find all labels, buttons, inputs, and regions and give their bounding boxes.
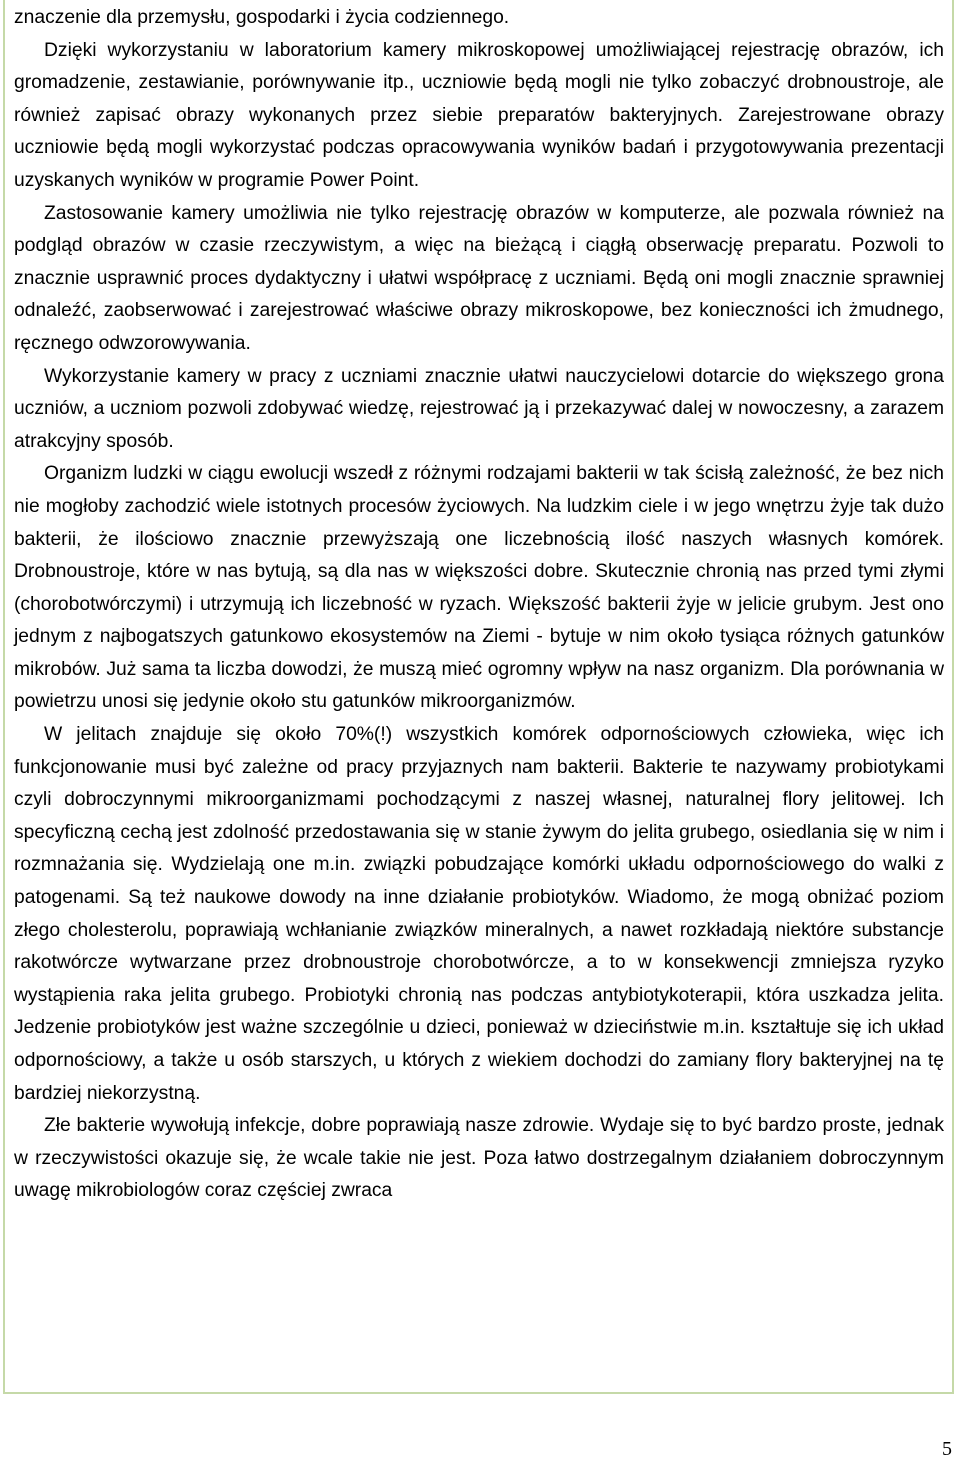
paragraph-3: Zastosowanie kamery umożliwia nie tylko rejestrację obrazów w komputerze, ale pozwala również na podgląd obrazów w czasie rzeczywistym, a więc na bieżącą i ciągłą obserwację preparatu. Pozwoli to znacznie usprawnić proces dydaktyczny i ułatwi współpracę z uczniami. Będą oni mogli znacznie sprawniej odnaleźć, zaobserwować i zarejestrować właściwe obrazy mikroskopowe, bez konieczności ich żmudnego, ręcznego odwzorowywania. (14, 202, 944, 354)
paragraph-1: znaczenie dla przemysłu, gospodarki i życia codziennego. (14, 7, 510, 28)
paragraph-2: Dzięki wykorzystaniu w laboratorium kamery mikroskopowej umożliwiającej rejestrację obrazów, ich gromadzenie, zestawianie, porównywanie itp., uczniowie będą mogli nie tylko zobaczyć drobnoustroje, ale również zapisać obrazy wykonanych przez siebie preparatów bakteryjnych. Zarejestrowane obrazy uczniowie będą mogli wykorzystać podczas opracowywania wyników badań i przygotowywania prezentacji uzyskanych wyników w programie Power Point. (14, 39, 944, 191)
page-number: 5 (942, 1438, 952, 1460)
paragraph-5: Organizm ludzki w ciągu ewolucji wszedł z różnymi rodzajami bakterii w tak ścisłą zależność, że bez nich nie mogłoby zachodzić wiele istotnych procesów życiowych. Na ludzkim ciele i w jego wnętrzu żyje tak dużo bakterii, że ilościowo znacznie przewyższają one liczebnością ilość naszych własnych komórek. Drobnoustroje, które w nas bytują, są dla nas w większości dobre. Skutecznie chronią nas przed tymi złymi (chorobotwórczymi) i utrzymują ich liczebność w ryzach. Większość bakterii żyje w jelicie grubym. Jest ono jednym z najbogatszych gatunkowo ekosystemów na Ziemi - bytuje w nim około tysiąca różnych gatunków mikrobów. Już sama ta liczba dowodzi, że muszą mieć ogromny wpływ na nasz organizm. Dla porównania w powietrzu unosi się jedynie około stu gatunków mikroorganizmów. (14, 463, 944, 713)
paragraph-4: Wykorzystanie kamery w pracy z uczniami znacznie ułatwi nauczycielowi dotarcie do większego grona uczniów, a uczniom pozwoli zdobywać wiedzę, rejestrować ją i przekazywać dalej w nowoczesny, a zarazem atrakcyjny sposób. (14, 365, 944, 452)
paragraph-6: W jelitach znajduje się około 70%(!) wszystkich komórek odpornościowych człowieka, więc ich funkcjonowanie musi być zależne od pracy przyjaznych nam bakterii. Bakterie te nazywamy probiotykami czyli dobroczynnymi mikroorganizmami pochodzącymi z naszej własnej, naturalnej flory jelitowej. Ich specyficzną cechą jest zdolność przedostawania się w stanie żywym do jelita grubego, osiedlania się w nim i rozmnażania się. Wydzielają one m.in. związki pobudzające komórki układu odpornościowego do walki z patogenami. Są też naukowe dowody na inne działanie probiotyków. Wiadomo, że mogą obniżać poziom złego cholesterolu, poprawiają wchłanianie związków mineralnych, a nawet rozkładają niektóre substancje rakotwórcze wytwarzane przez drobnoustroje chorobotwórcze, a to w konsekwencji zmniejsza ryzyko wystąpienia raka jelita grubego. Probiotyki chronią nas podczas antybiotykoterapii, która uszkadza jelita. Jedzenie probiotyków jest ważne szczególnie u dzieci, ponieważ w dzieciństwie m.in. kształtuje się ich układ odpornościowy, a także u osób starszych, u których z wiekiem dochodzi do zamiany flory bakteryjnej na tę bardziej niekorzystną. (14, 724, 944, 1104)
bordered-text-box (3, 0, 954, 1394)
paragraph-7: Złe bakterie wywołują infekcje, dobre poprawiają nasze zdrowie. Wydaje się to być bardzo proste, jednak w rzeczywistości okazuje się, że wcale takie nie jest. Poza łatwo dostrzegalnym działaniem dobroczynnym uwagę mikrobiologów coraz częściej zwraca (14, 1115, 944, 1202)
